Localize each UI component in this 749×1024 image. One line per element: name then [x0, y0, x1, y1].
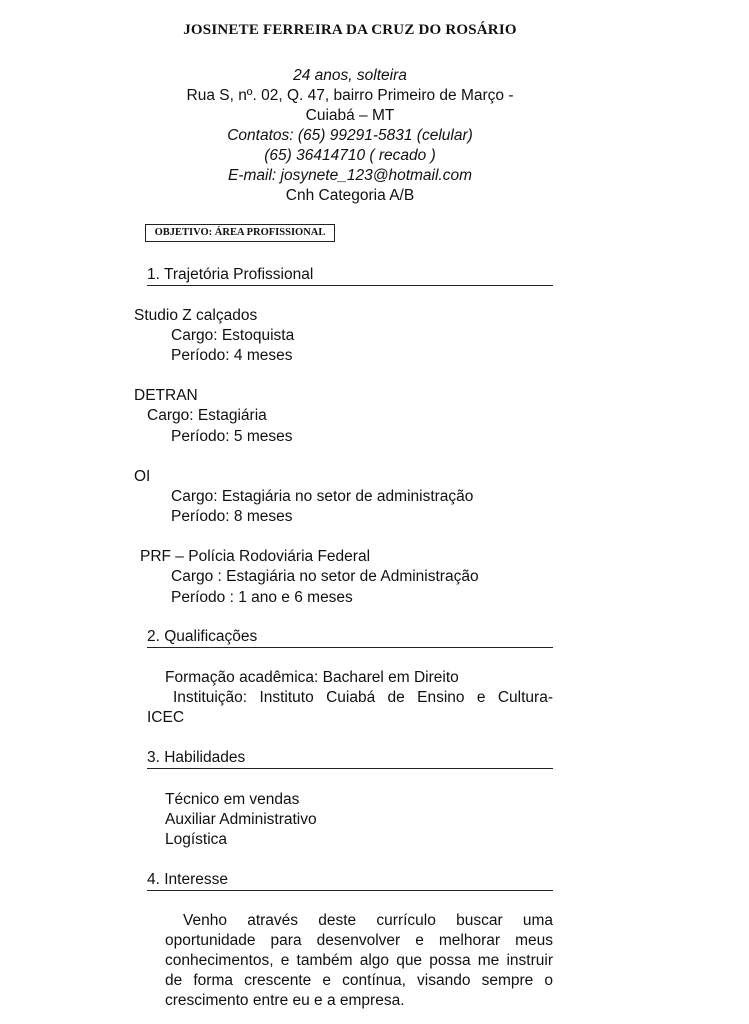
job-company: Studio Z calçados [134, 307, 258, 324]
section-skills-heading: 3. Habilidades [147, 748, 553, 769]
institution: Instituição: Instituto Cuiabá de Ensino e Cultura- [173, 689, 553, 706]
job-role: Cargo: Estagiária [147, 407, 267, 424]
section-qualifications-heading: 2. Qualificações [147, 627, 553, 648]
skill-item: Logística [165, 831, 228, 848]
age-status: 24 anos, solteira [293, 67, 407, 84]
section-interest-heading: 4. Interesse [147, 870, 553, 891]
address-line-2: Cuiabá – MT [305, 107, 395, 124]
interest-paragraph [165, 911, 553, 1011]
job-company: OI [134, 468, 151, 485]
job-company: PRF – Polícia Rodoviária Federal [140, 548, 371, 565]
driver-license: Cnh Categoria A/B [285, 187, 415, 204]
job-role: Cargo: Estoquista [171, 327, 295, 344]
job-period: Período : 1 ano e 6 meses [171, 589, 353, 606]
interest-text: Venho através deste currículo buscar uma oportunidade para desenvolver e melhorar meus conhecimentos, e também algo que possa me instruir de forma crescente e contínua, visando sempre o crescimento entre eu e a empresa. [165, 912, 553, 1009]
skill-item: Técnico em vendas [165, 791, 300, 808]
institution-cont: ICEC [147, 709, 185, 726]
objective-box: OBJETIVO: ÁREA PROFISSIONAL [145, 224, 335, 242]
email: E-mail: josynete_123@hotmail.com [227, 167, 473, 184]
job-role: Cargo: Estagiária no setor de administração [171, 488, 474, 505]
education: Formação acadêmica: Bacharel em Direito [165, 669, 459, 686]
section-career-heading: 1. Trajetória Profissional [147, 265, 553, 286]
candidate-name: JOSINETE FERREIRA DA CRUZ DO ROSÁRIO [183, 22, 517, 38]
job-period: Período: 4 meses [171, 347, 293, 364]
contacts: Contatos: (65) 99291-5831 (celular) [227, 127, 473, 144]
phone-recado: (65) 36414710 ( recado ) [264, 147, 436, 164]
job-period: Período: 5 meses [171, 428, 293, 445]
address-line-1: Rua S, nº. 02, Q. 47, bairro Primeiro de Março - [186, 87, 514, 104]
job-period: Período: 8 meses [171, 508, 293, 525]
skill-item: Auxiliar Administrativo [165, 811, 317, 828]
job-role: Cargo : Estagiária no setor de Administração [171, 568, 479, 585]
job-company: DETRAN [134, 387, 198, 404]
